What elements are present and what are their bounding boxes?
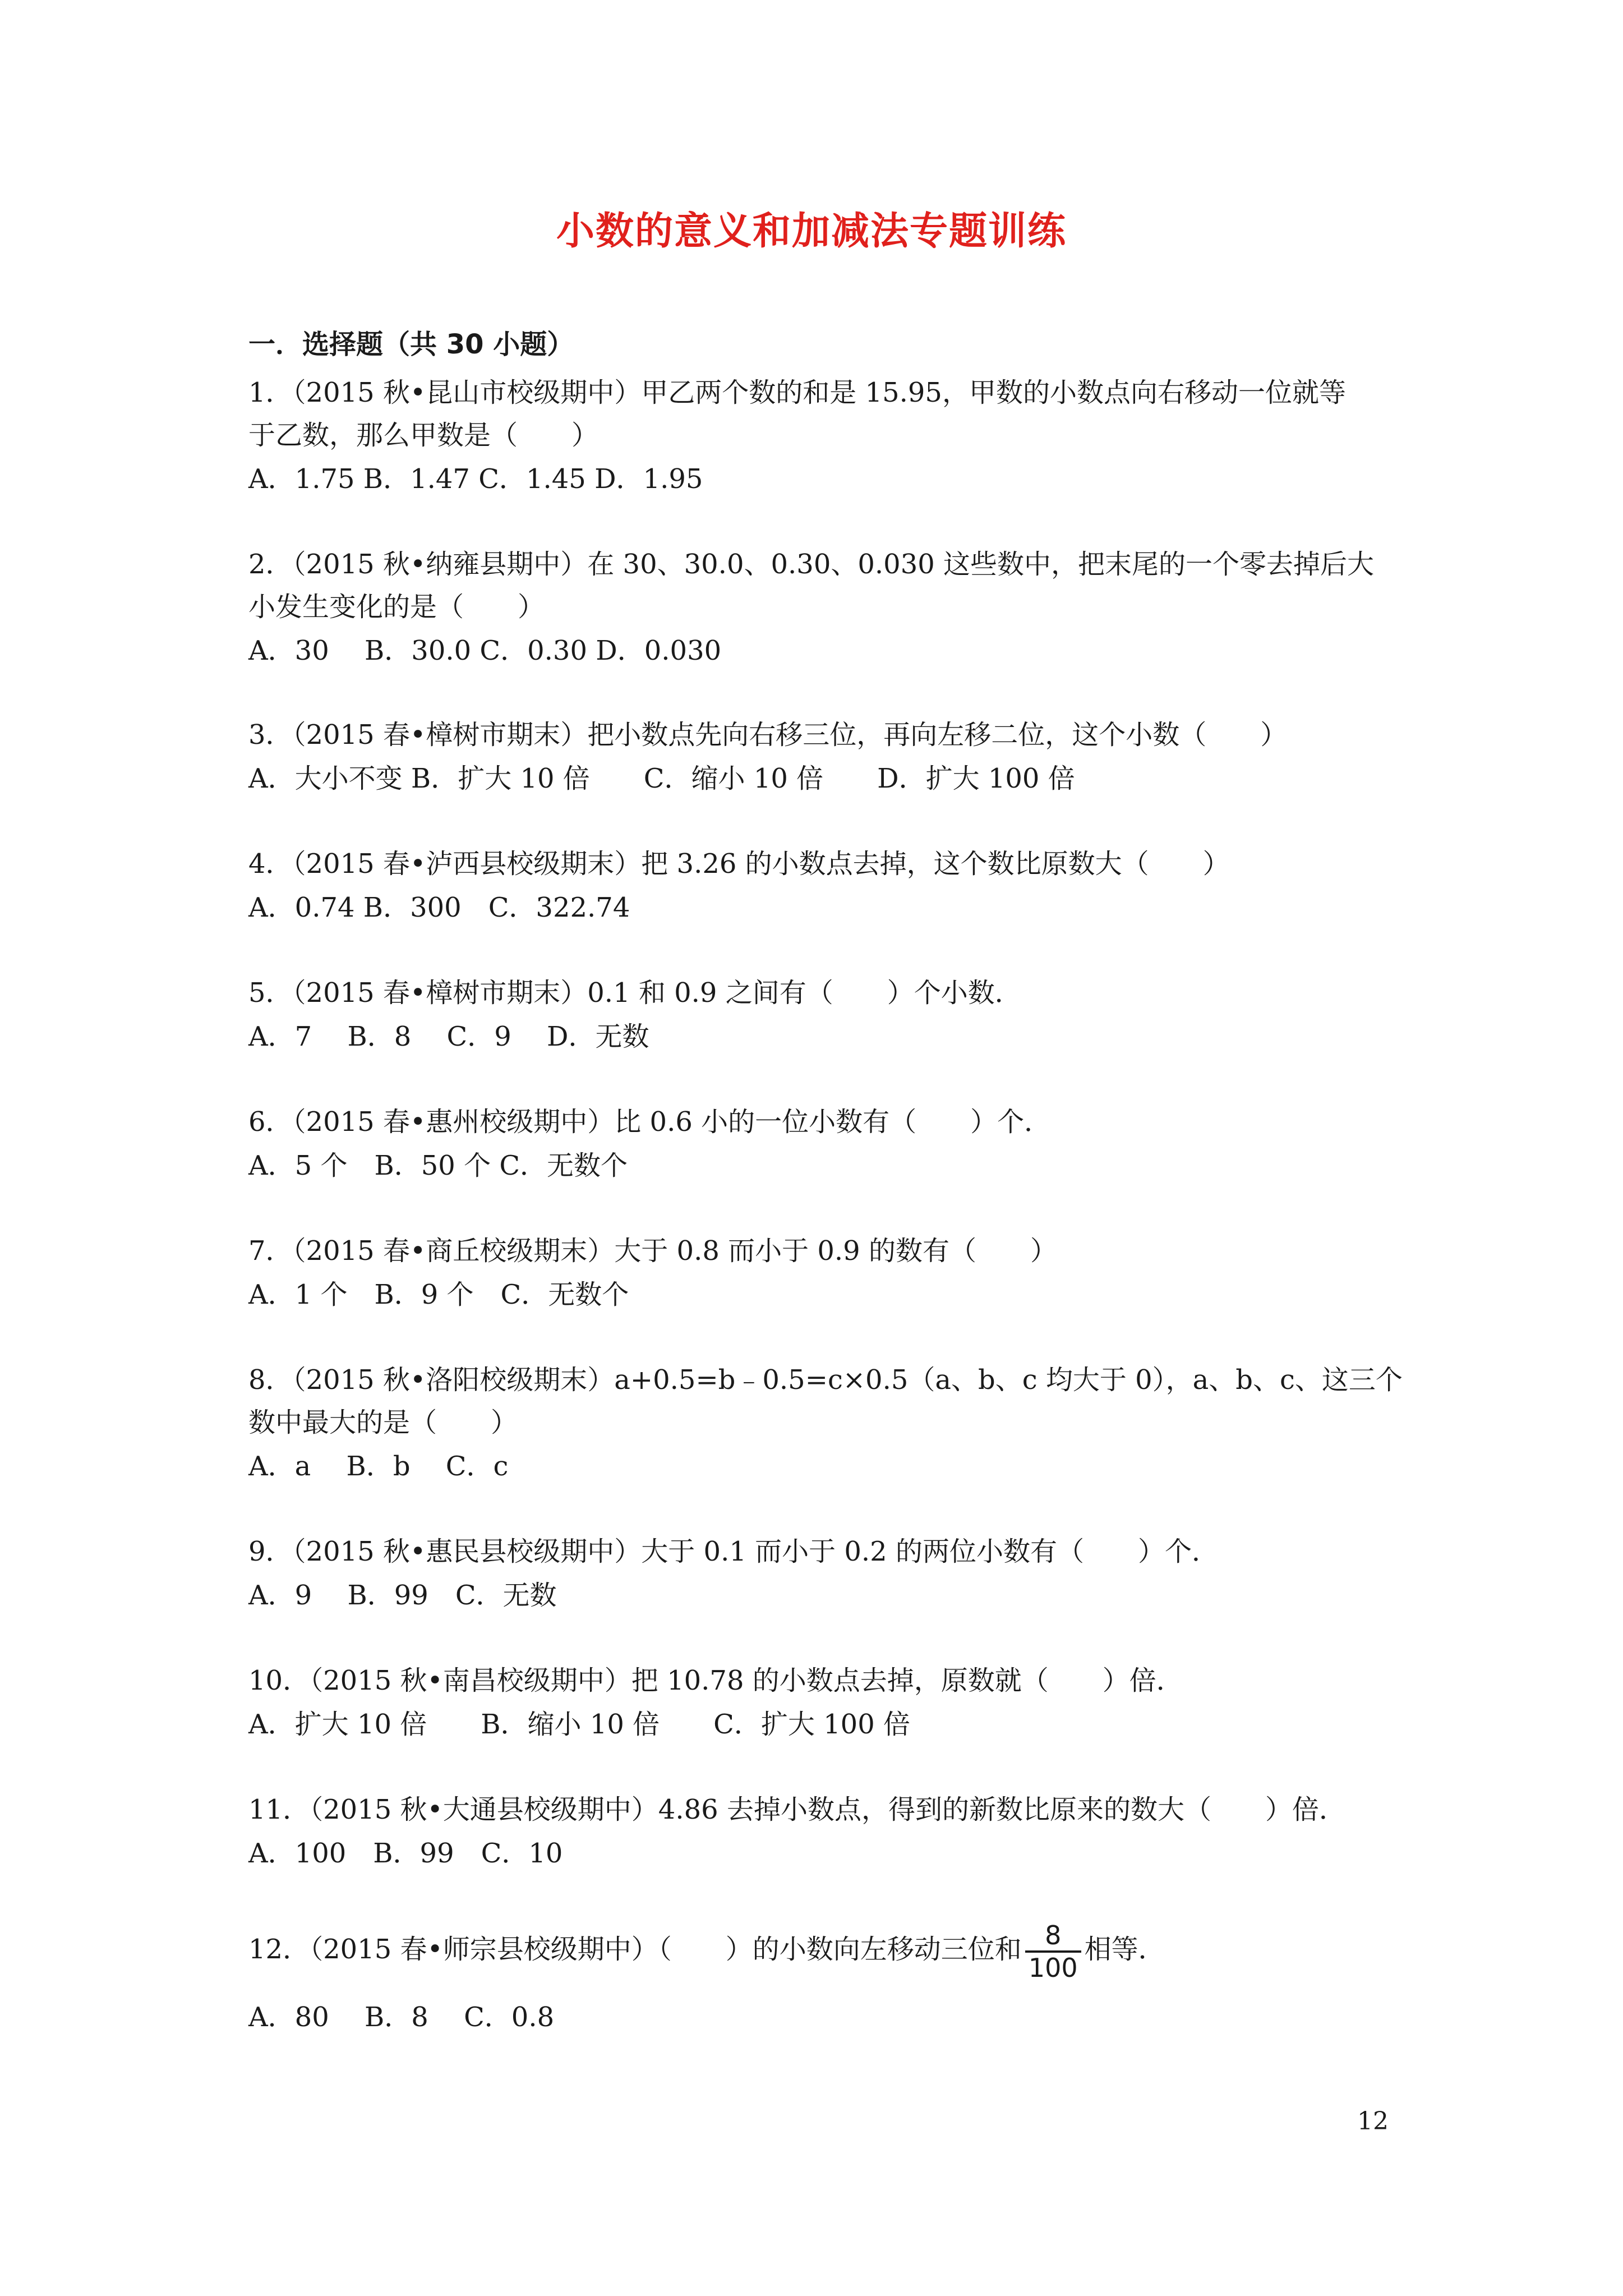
- question-text: [248, 1907, 1398, 1991]
- question-1: [248, 371, 1398, 500]
- question-text: 10．（2015 秋•南昌校级期中）把 10.78 的小数点去掉，原数就（ ）倍．: [248, 1665, 1183, 1696]
- question-text: 3．（2015 春•樟树市期末）把小数点先向右移三位，再向左移二位，这个小数（ ）: [248, 719, 1288, 751]
- question-4: [248, 843, 1398, 929]
- question-text: 11．（2015 秋•大通县校级期中）4.86 去掉小数点，得到的新数比原来的数大（ ）倍．: [248, 1794, 1346, 1825]
- answer-options: A．1.75 B．1.47 C．1.45 D．1.95: [248, 463, 703, 495]
- question-text: 2．（2015 秋•纳雍县期中）在 30、30.0、0.30、0.030 这些数中，把末尾的一个零去掉后大: [248, 549, 1375, 580]
- page-title: 小数的意义和加减法专题训练: [556, 209, 1067, 254]
- question-5: [248, 972, 1398, 1058]
- question-11: [248, 1788, 1398, 1875]
- answer-options: A．大小不变 B．扩大 10 倍 C．缩小 10 倍 D．扩大 100 倍: [248, 763, 1075, 794]
- answer-options: A．100 B．99 C．10: [248, 1838, 563, 1869]
- fraction-numerator: 8: [1045, 1920, 1062, 1950]
- question-10: [248, 1659, 1398, 1746]
- question-text: 5．（2015 春•樟树市期末）0.1 和 0.9 之间有（ ）个小数．: [248, 977, 1022, 1009]
- answer-options: A．1 个 B．9 个 C．无数个: [248, 1279, 629, 1310]
- question-2: [248, 543, 1398, 672]
- question-8: [248, 1359, 1403, 1488]
- page-number: 12: [1357, 2107, 1389, 2136]
- question-text: 7．（2015 春•商丘校级期末）大于 0.8 而小于 0.9 的数有（ ）: [248, 1235, 1057, 1267]
- question-text: 6．（2015 春•惠州校级期中）比 0.6 小的一位小数有（ ）个．: [248, 1106, 1052, 1138]
- question-7: [248, 1230, 1398, 1316]
- question-text: 4．（2015 春•泸西县校级期末）把 3.26 的小数点去掉，这个数比原数大（ ）: [248, 848, 1230, 880]
- answer-options: A．扩大 10 倍 B．缩小 10 倍 C．扩大 100 倍: [248, 1709, 910, 1740]
- question-12: [248, 1907, 1398, 2039]
- answer-options: A．5 个 B．50 个 C．无数个: [248, 1150, 628, 1181]
- question-text: 1．（2015 秋•昆山市校级期中）甲乙两个数的和是 15.95，甲数的小数点向右移动一位就等: [248, 377, 1346, 408]
- fraction: [1025, 1922, 1081, 1981]
- question-text: 8．（2015 秋•洛阳校级期末）a+0.5=b﹣0.5=c×0.5（a、b、c 均大于 0），a、b、c、这三个: [248, 1364, 1403, 1396]
- fraction-denominator: 100: [1028, 1952, 1078, 1983]
- answer-options: A．a B．b C．c: [248, 1451, 509, 1482]
- question-text: 9．（2015 秋•惠民县校级期中）大于 0.1 而小于 0.2 的两位小数有（ ）个．: [248, 1536, 1219, 1567]
- question-text-cont: 小发生变化的是（ ）: [248, 591, 545, 623]
- question-text-cont: 于乙数，那么甲数是（ ）: [248, 420, 599, 451]
- question-text-after: 相等．: [1084, 1934, 1165, 1965]
- question-6: [248, 1101, 1398, 1187]
- question-text-before: 12．（2015 春•师宗县校级期中）（ ）的小数向左移动三位和: [248, 1934, 1022, 1965]
- answer-options: A．9 B．99 C．无数: [248, 1580, 557, 1611]
- answer-options: A．30 B．30.0 C．0.30 D．0.030: [248, 635, 722, 666]
- question-text-cont: 数中最大的是（ ）: [248, 1407, 518, 1438]
- answer-options: A．7 B．8 C．9 D．无数: [248, 1021, 649, 1052]
- answer-options: A．80 B．8 C．0.8: [248, 2001, 555, 2033]
- question-3: [248, 714, 1398, 800]
- section-heading: 一．选择题（共 30 小题）: [248, 329, 574, 360]
- question-9: [248, 1530, 1398, 1617]
- answer-options: A．0.74 B．300 C．322.74: [248, 892, 630, 923]
